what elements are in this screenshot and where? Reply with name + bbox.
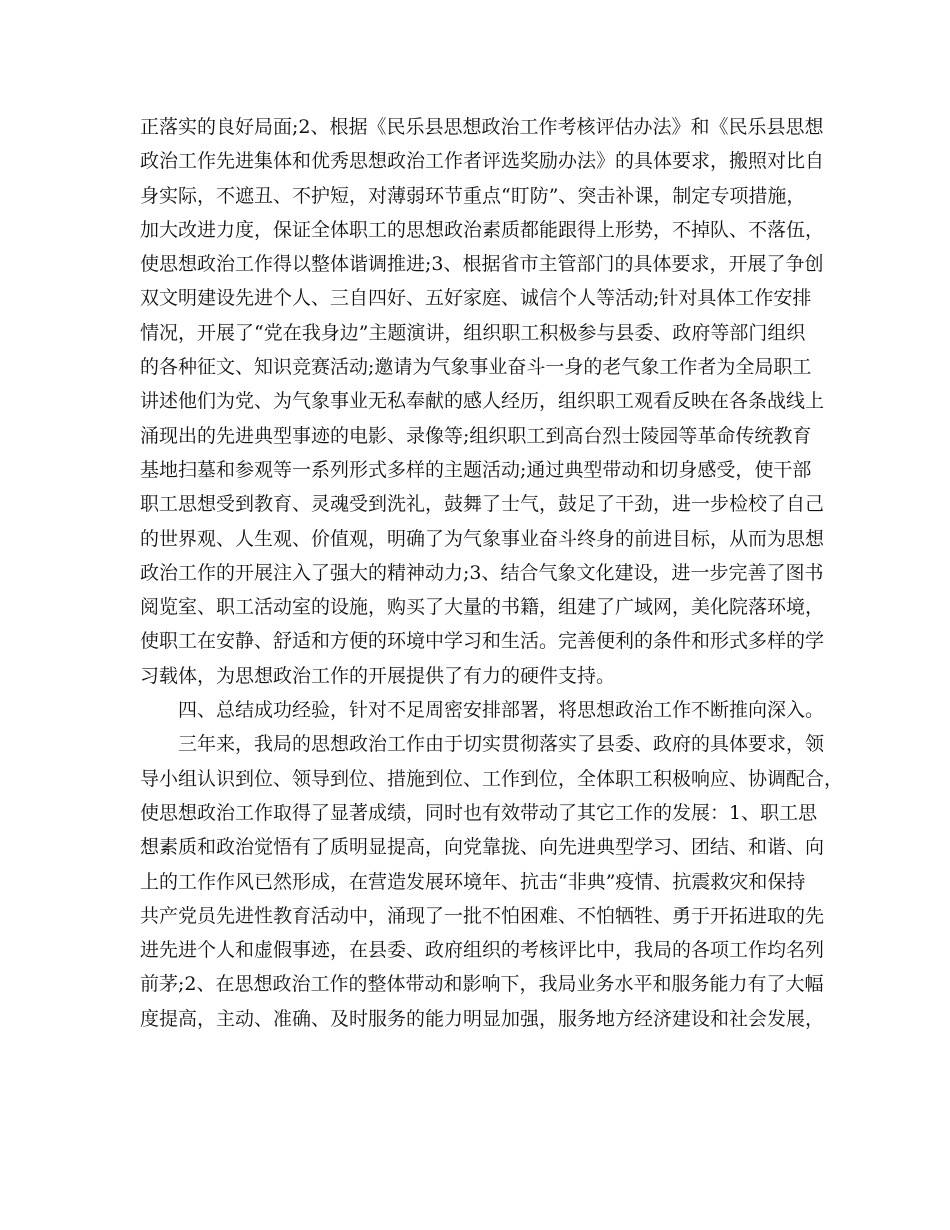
text-line: 加大改进力度，保证全体职工的思想政治素质都能跟得上形势，不掉队、不落伍，	[140, 218, 825, 241]
section-heading: 四、总结成功经验，针对不足周密安排部署，将思想政治工作不断推向深入。	[178, 699, 825, 722]
text-line: 习载体，为思想政治工作的开展提供了有力的硬件支持。	[140, 664, 616, 687]
text-line: 共产党员先进性教育活动中，涌现了一批不怕困难、不怕牺牲、勇于开拓进取的先	[140, 904, 825, 927]
body-text	[140, 110, 844, 1036]
text-line: 基地扫墓和参观等一系列形式多样的主题活动;通过典型带动和切身感受，使干部	[140, 458, 812, 481]
text-line: 情况，开展了“党在我身边”主题演讲，组织职工积极参与县委、政府等部门组织	[140, 321, 806, 344]
text-line: 使职工在安静、舒适和方便的环境中学习和生活。完善便利的条件和形式多样的学	[140, 630, 825, 653]
text-line: 政治工作的开展注入了强大的精神动力;3、结合气象文化建设，进一步完善了图书	[140, 561, 824, 584]
text-line: 前茅;2、在思想政治工作的整体带动和影响下，我局业务水平和服务能力有了大幅	[140, 973, 824, 996]
text-line: 使思想政治工作取得了显著成绩，同时也有效带动了其它工作的发展：1、职工思	[140, 801, 818, 824]
text-line: 的各种征文、知识竞赛活动;邀请为气象事业奋斗一身的老气象工作者为全局职工	[140, 356, 812, 379]
text-line: 进先进个人和虚假事迹，在县委、政府组织的考核评比中，我局的各项工作均名列	[140, 939, 825, 962]
text-line: 职工思想受到教育、灵魂受到洗礼，鼓舞了士气，鼓足了干劲，进一步检校了自己	[140, 493, 825, 516]
text-line: 上的工作作风已然形成，在营造发展环境年、抗击“非典”疫情、抗震救灾和保持	[140, 870, 806, 893]
text-line: 讲述他们为党、为气象事业无私奉献的感人经历，组织职工观看反映在各条战线上	[140, 390, 825, 413]
text-line: 使思想政治工作得以整体谐调推进;3、根据省市主管部门的具体要求，开展了争创	[140, 253, 824, 276]
text-line: 的世界观、人生观、价值观，明确了为气象事业奋斗终身的前进目标，从而为思想	[140, 527, 825, 550]
text-line: 双文明建设先进个人、三自四好、五好家庭、诚信个人等活动;针对具体工作安排	[140, 287, 812, 310]
paragraph-start: 三年来，我局的思想政治工作由于切实贯彻落实了县委、政府的具体要求，领	[178, 733, 825, 756]
text-line: 导小组认识到位、领导到位、措施到位、工作到位，全体职工积极响应、协调配合，	[140, 767, 844, 790]
text-line: 政治工作先进集体和优秀思想政治工作者评选奖励办法》的具体要求，搬照对比自	[140, 150, 825, 173]
text-line: 身实际，不遮丑、不护短，对薄弱环节重点“盯防”、突击补课，制定专项措施，	[140, 184, 806, 207]
text-line: 正落实的良好局面;2、根据《民乐县思想政治工作考核评估办法》和《民乐县思想	[140, 116, 824, 138]
text-line: 想素质和政治觉悟有了质明显提高，向党靠拢、向先进典型学习、团结、和谐、向	[140, 836, 825, 859]
text-line: 度提高，主动、准确、及时服务的能力明显加强，服务地方经济建设和社会发展，	[140, 1007, 825, 1030]
text-line: 阅览室、职工活动室的设施，购买了大量的书籍，组建了广域网，美化院落环境，	[140, 596, 825, 619]
text-line: 涌现出的先进典型事迹的电影、录像等;组织职工到高台烈士陵园等革命传统教育	[140, 424, 812, 447]
